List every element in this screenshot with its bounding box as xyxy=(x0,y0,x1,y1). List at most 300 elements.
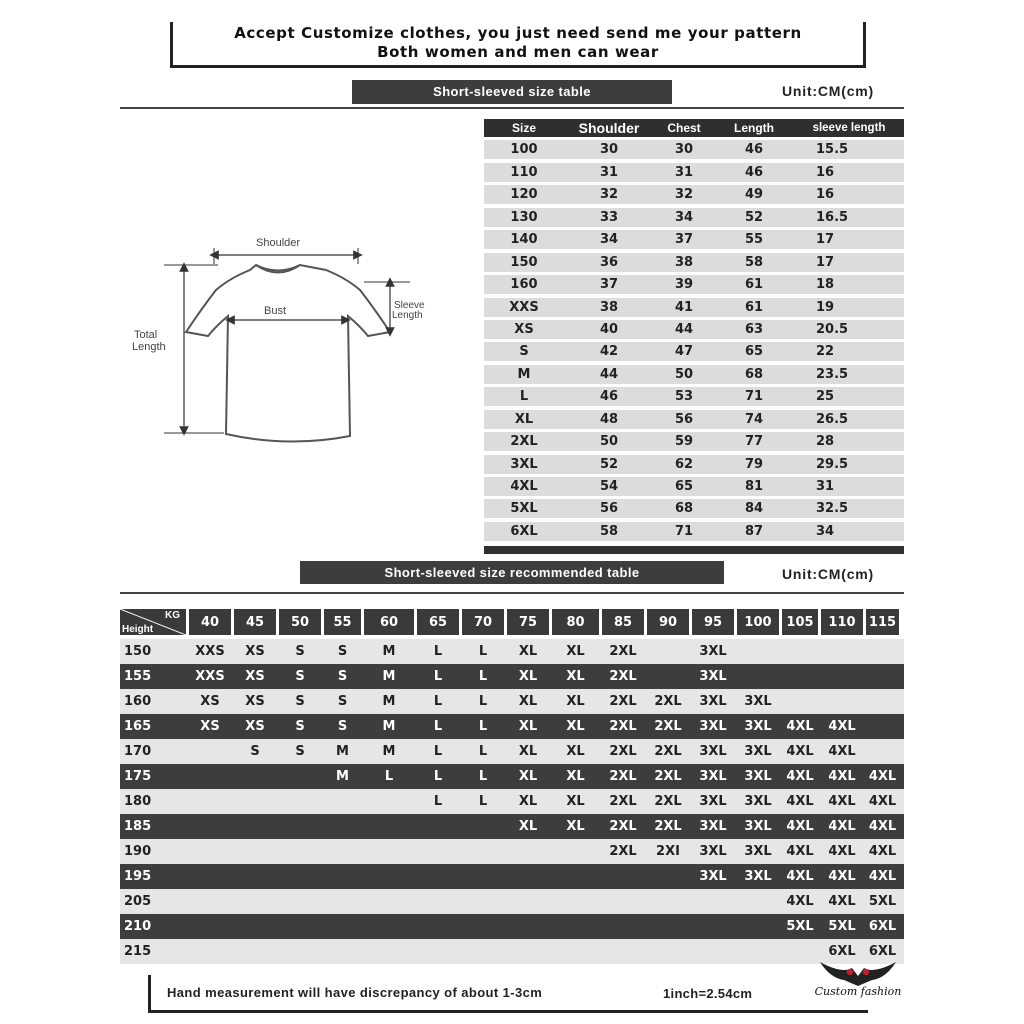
size-cell: 4XL xyxy=(786,794,814,809)
weight-header: 80 xyxy=(552,609,599,635)
size-cell: 3XL xyxy=(744,744,772,759)
cell-shoulder: 32 xyxy=(599,187,619,203)
size-cell: S xyxy=(295,744,305,759)
weight-header: 75 xyxy=(507,609,549,635)
cell-sleeve-length: 32.5 xyxy=(816,501,849,517)
cell-size: 100 xyxy=(510,142,538,158)
cell-length: 63 xyxy=(744,321,764,337)
size-row xyxy=(484,185,904,204)
tshirt-diagram xyxy=(128,228,438,458)
size-cell: 2XL xyxy=(654,694,682,709)
size-cell: XL xyxy=(518,644,538,659)
cell-shoulder: 31 xyxy=(599,164,619,180)
cell-size: 3XL xyxy=(510,456,538,472)
size-cell: XL xyxy=(566,719,585,734)
size-cell: 4XL xyxy=(828,819,856,834)
size-row xyxy=(484,499,904,518)
cell-shoulder: 34 xyxy=(599,232,619,248)
size-cell: 3XL xyxy=(744,819,772,834)
cell-shoulder: 54 xyxy=(599,479,619,494)
cell-shoulder: 42 xyxy=(599,344,619,360)
cell-chest: 50 xyxy=(674,366,694,382)
size-cell: 2XL xyxy=(654,794,682,809)
cell-length: 84 xyxy=(744,501,764,517)
size-cell: S xyxy=(295,719,305,734)
cell-size: XS xyxy=(514,321,534,337)
size-cell: S xyxy=(337,694,348,709)
cell-size: 140 xyxy=(510,232,538,248)
size-cell: XL xyxy=(518,769,538,784)
size-cell: 4XL xyxy=(786,719,814,734)
size-cell: XS xyxy=(200,719,220,734)
size-cell: 3XL xyxy=(744,844,772,859)
recommend-table-unit: Unit:CM(cm) xyxy=(782,566,875,582)
recommend-row xyxy=(120,939,904,964)
size-cell: 3XL xyxy=(744,794,772,809)
cell-sleeve-length: 17 xyxy=(816,232,835,248)
cell-sleeve-length: 23.5 xyxy=(816,366,849,382)
size-cell: 3XL xyxy=(699,694,727,709)
size-cell: L xyxy=(433,769,443,784)
size-cell: 3XL xyxy=(744,869,772,884)
cell-size: 110 xyxy=(510,164,538,180)
size-cell: XL xyxy=(566,694,585,709)
cell-sleeve-length: 16 xyxy=(816,164,835,180)
size-cell: XL xyxy=(566,769,585,784)
recommend-table-body xyxy=(120,639,904,964)
size-cell: S xyxy=(295,644,305,659)
size-cell: M xyxy=(382,694,396,709)
cell-length: 79 xyxy=(744,456,764,472)
size-cell: 4XL xyxy=(828,719,856,734)
cell-length: 52 xyxy=(744,209,764,225)
size-cell: 2XL xyxy=(609,719,637,734)
cell-shoulder: 46 xyxy=(599,389,619,405)
height-cell: 160 xyxy=(124,694,152,709)
recommend-table-header xyxy=(120,609,904,635)
recommend-table-title: Short-sleeved size recommended table xyxy=(300,561,724,584)
size-cell: 4XL xyxy=(868,844,897,859)
cell-shoulder: 44 xyxy=(599,366,619,382)
size-cell: S xyxy=(337,719,348,734)
weight-header: 55 xyxy=(324,609,361,635)
height-cell: 150 xyxy=(124,644,152,659)
size-cell: 4XL xyxy=(786,744,814,759)
cell-chest: 65 xyxy=(674,479,694,494)
corner-cell xyxy=(120,609,186,635)
cell-chest: 53 xyxy=(674,389,694,405)
size-row xyxy=(484,455,904,474)
footer-box xyxy=(148,975,868,1013)
size-cell: 4XL xyxy=(828,844,856,859)
cell-length: 81 xyxy=(744,479,764,494)
sleeve-length-label-1: Sleeve xyxy=(394,300,425,311)
recommend-row xyxy=(120,639,904,664)
recommend-row xyxy=(120,739,904,764)
size-cell: 4XL xyxy=(828,744,856,759)
column-header-shoulder: Shoulder xyxy=(578,120,640,136)
size-cell: L xyxy=(478,744,488,759)
size-cell: 2XL xyxy=(609,644,637,659)
recommend-table xyxy=(120,609,904,964)
cell-chest: 56 xyxy=(674,411,694,427)
size-row xyxy=(484,387,904,406)
size-cell: XL xyxy=(518,669,538,684)
size-cell: M xyxy=(336,769,349,784)
inch-conversion: 1inch=2.54cm xyxy=(663,986,753,1001)
weight-header: 60 xyxy=(364,609,414,635)
size-row xyxy=(484,275,904,294)
cell-chest: 41 xyxy=(674,299,694,315)
height-cell: 210 xyxy=(124,919,152,934)
size-cell: 4XL xyxy=(868,819,897,834)
size-cell: L xyxy=(384,769,394,784)
size-table-header xyxy=(484,119,904,137)
cell-sleeve-length: 16 xyxy=(816,187,835,203)
size-cell: XXS xyxy=(195,644,225,659)
column-header-length: Length xyxy=(734,121,774,135)
corner-height-label: Height xyxy=(122,624,154,635)
recommend-row xyxy=(120,914,904,939)
size-cell: 4XL xyxy=(868,794,897,809)
cell-shoulder: 52 xyxy=(599,456,619,472)
size-cell: XS xyxy=(245,669,265,684)
size-cell: S xyxy=(337,669,348,684)
size-cell: 4XL xyxy=(786,844,814,859)
size-cell: XL xyxy=(566,819,585,834)
size-cell: XS xyxy=(200,694,220,709)
cell-shoulder: 38 xyxy=(599,299,619,315)
size-table-footer-bar xyxy=(484,546,904,554)
size-cell: XS xyxy=(245,694,265,709)
size-cell: 6XL xyxy=(828,944,856,959)
cell-length: 46 xyxy=(744,164,764,180)
cell-chest: 62 xyxy=(674,456,694,472)
size-cell: L xyxy=(478,719,488,734)
size-cell: 4XL xyxy=(828,894,856,909)
size-cell: 4XL xyxy=(828,794,856,809)
cell-shoulder: 36 xyxy=(599,254,619,270)
total-length-label-2: Length xyxy=(132,341,166,353)
size-row xyxy=(484,477,904,496)
weight-header: 95 xyxy=(692,609,734,635)
size-cell: 2XL xyxy=(654,744,682,759)
cell-sleeve-length: 31 xyxy=(816,479,835,494)
height-cell: 155 xyxy=(124,669,152,684)
size-cell: XL xyxy=(518,694,538,709)
recommend-row xyxy=(120,839,904,864)
size-cell: L xyxy=(433,719,443,734)
cell-sleeve-length: 29.5 xyxy=(816,456,849,472)
weight-header: 110 xyxy=(821,609,863,635)
cell-size: 5XL xyxy=(510,501,538,517)
cell-length: 55 xyxy=(744,232,764,248)
cell-size: 4XL xyxy=(510,479,538,494)
cell-size: 130 xyxy=(510,209,538,225)
size-row xyxy=(484,342,904,361)
cell-shoulder: 40 xyxy=(599,321,619,337)
weight-header: 115 xyxy=(866,609,899,635)
recommend-row xyxy=(120,689,904,714)
size-cell: 3XL xyxy=(744,719,772,734)
tshirt-outline xyxy=(186,265,390,442)
height-cell: 215 xyxy=(124,944,152,959)
size-row xyxy=(484,410,904,429)
height-cell: 175 xyxy=(124,769,152,784)
cell-shoulder: 37 xyxy=(599,277,619,293)
size-cell: XL xyxy=(518,744,538,759)
cell-length: 71 xyxy=(744,389,764,405)
size-cell: XS xyxy=(245,719,265,734)
recommend-row xyxy=(120,789,904,814)
cell-size: XXS xyxy=(509,299,539,315)
size-cell: 6XL xyxy=(868,919,897,934)
cell-chest: 34 xyxy=(674,209,694,225)
cell-length: 65 xyxy=(744,344,764,360)
weight-header: 90 xyxy=(647,609,689,635)
size-cell: 2XL xyxy=(609,819,637,834)
size-table xyxy=(484,119,904,554)
weight-header: 45 xyxy=(234,609,276,635)
size-row xyxy=(484,298,904,317)
column-header-size: Size xyxy=(511,121,536,135)
size-cell: 3XL xyxy=(699,819,727,834)
cell-sleeve-length: 26.5 xyxy=(816,411,849,427)
size-cell: 2XL xyxy=(654,819,682,834)
size-cell: M xyxy=(382,669,396,684)
measurement-note: Hand measurement will have discrepancy of about 1-3cm xyxy=(167,985,543,1000)
size-row xyxy=(484,230,904,249)
size-cell: 2XL xyxy=(654,769,682,784)
size-cell: 2XL xyxy=(609,669,637,684)
size-cell: L xyxy=(433,669,443,684)
recommend-row xyxy=(120,764,904,789)
size-row xyxy=(484,320,904,339)
cell-shoulder: 48 xyxy=(599,411,619,427)
cell-size: M xyxy=(517,366,531,382)
cell-shoulder: 50 xyxy=(599,434,619,450)
size-cell: 4XL xyxy=(786,869,814,884)
cell-chest: 32 xyxy=(674,187,694,203)
cell-length: 68 xyxy=(744,366,764,382)
recommend-row xyxy=(120,864,904,889)
size-cell: 3XL xyxy=(699,669,727,684)
size-cell: 5XL xyxy=(828,919,856,934)
size-cell: 2XL xyxy=(609,844,637,859)
cell-sleeve-length: 16.5 xyxy=(816,209,849,225)
owl-icon xyxy=(812,960,904,986)
size-cell: L xyxy=(433,694,443,709)
weight-header: 50 xyxy=(279,609,321,635)
cell-length: 87 xyxy=(744,523,764,539)
height-cell: 205 xyxy=(124,894,152,909)
cell-sleeve-length: 20.5 xyxy=(816,321,849,337)
size-cell: XXS xyxy=(195,669,225,684)
cell-shoulder: 33 xyxy=(599,209,619,225)
size-cell: XL xyxy=(566,669,585,684)
corner-kg-label: KG xyxy=(165,610,180,621)
height-cell: 165 xyxy=(124,719,152,734)
cell-length: 77 xyxy=(744,434,764,450)
weight-header: 105 xyxy=(782,609,818,635)
weight-header: 70 xyxy=(462,609,504,635)
cell-shoulder: 58 xyxy=(599,523,619,539)
size-cell: 2XL xyxy=(609,694,637,709)
size-cell: L xyxy=(478,794,488,809)
size-cell: XL xyxy=(518,794,538,809)
size-cell: L xyxy=(433,744,443,759)
size-cell: 2XL xyxy=(609,744,637,759)
weight-header: 40 xyxy=(189,609,231,635)
size-cell: M xyxy=(382,744,396,759)
cell-chest: 59 xyxy=(674,434,694,450)
weight-header: 100 xyxy=(737,609,779,635)
weight-header: 65 xyxy=(417,609,459,635)
column-header-chest: Chest xyxy=(667,121,701,135)
bust-label: Bust xyxy=(264,305,287,317)
divider-top xyxy=(120,107,904,109)
size-cell: 3XL xyxy=(699,869,727,884)
size-cell: 3XL xyxy=(744,769,772,784)
size-cell: 3XL xyxy=(699,844,727,859)
total-length-label-1: Total xyxy=(134,329,158,341)
size-cell: 2XL xyxy=(609,769,637,784)
size-cell: M xyxy=(382,644,396,659)
size-cell: XL xyxy=(518,819,538,834)
size-row xyxy=(484,140,904,159)
cell-chest: 37 xyxy=(674,232,694,248)
cell-size: 2XL xyxy=(510,434,538,450)
size-row xyxy=(484,432,904,451)
cell-length: 61 xyxy=(744,299,764,315)
cell-sleeve-length: 17 xyxy=(816,254,835,270)
cell-chest: 47 xyxy=(674,344,694,360)
recommend-row xyxy=(120,714,904,739)
size-cell: 4XL xyxy=(786,894,814,909)
size-cell: L xyxy=(478,644,488,659)
size-cell: XL xyxy=(566,794,585,809)
size-cell: 2XL xyxy=(654,719,682,734)
size-cell: S xyxy=(337,644,348,659)
size-cell: 4XL xyxy=(828,769,856,784)
size-row xyxy=(484,208,904,227)
cell-length: 74 xyxy=(744,411,764,427)
size-cell: S xyxy=(295,669,305,684)
cell-size: 160 xyxy=(510,277,538,293)
size-cell: XL xyxy=(566,644,585,659)
size-table-unit: Unit:CM(cm) xyxy=(782,83,875,99)
size-cell: L xyxy=(478,669,488,684)
size-cell: M xyxy=(336,744,349,759)
cell-sleeve-length: 25 xyxy=(816,389,835,405)
cell-size: 150 xyxy=(510,254,538,270)
cell-chest: 38 xyxy=(674,254,694,270)
cell-sleeve-length: 15.5 xyxy=(816,142,849,158)
header-line-1: Accept Customize clothes, you just need send me your pattern xyxy=(234,24,802,42)
cell-sleeve-length: 19 xyxy=(816,299,835,315)
cell-chest: 31 xyxy=(674,164,694,180)
header-box xyxy=(170,22,866,68)
size-cell: XL xyxy=(518,719,538,734)
size-cell: 3XL xyxy=(699,744,727,759)
size-row xyxy=(484,163,904,182)
cell-size: 6XL xyxy=(510,523,538,539)
size-cell: 6XL xyxy=(868,944,897,959)
size-table-body xyxy=(484,140,904,540)
size-cell: L xyxy=(433,644,443,659)
recommend-row xyxy=(120,664,904,689)
cell-chest: 30 xyxy=(674,142,694,158)
size-cell: S xyxy=(250,744,260,759)
cell-sleeve-length: 28 xyxy=(816,434,835,450)
cell-chest: 68 xyxy=(674,501,694,517)
cell-length: 49 xyxy=(744,187,764,203)
cell-shoulder: 56 xyxy=(599,501,619,517)
cell-chest: 39 xyxy=(674,277,694,293)
size-cell: 4XL xyxy=(868,869,897,884)
divider-middle xyxy=(120,592,904,594)
size-cell: 3XL xyxy=(699,794,727,809)
size-cell: M xyxy=(382,719,396,734)
height-cell: 195 xyxy=(124,869,152,884)
height-cell: 180 xyxy=(124,794,152,809)
cell-size: XL xyxy=(514,411,534,427)
header-line-2: Both women and men can wear xyxy=(377,43,659,61)
size-cell: XL xyxy=(566,744,585,759)
size-row xyxy=(484,522,904,541)
size-cell: 2XI xyxy=(656,844,680,859)
brand-logo xyxy=(812,960,904,1006)
size-table-title: Short-sleeved size table xyxy=(352,80,672,104)
size-cell: 3XL xyxy=(744,694,772,709)
cell-sleeve-length: 18 xyxy=(816,277,835,293)
recommend-row xyxy=(120,889,904,914)
size-cell: 5XL xyxy=(868,894,897,909)
size-cell: 3XL xyxy=(699,769,727,784)
cell-sleeve-length: 34 xyxy=(816,523,835,539)
height-cell: 185 xyxy=(124,819,152,834)
size-row xyxy=(484,253,904,272)
size-cell: 4XL xyxy=(786,819,814,834)
cell-chest: 44 xyxy=(674,321,694,337)
size-cell: L xyxy=(478,769,488,784)
size-cell: S xyxy=(295,694,305,709)
size-row xyxy=(484,365,904,384)
cell-size: L xyxy=(519,389,529,405)
cell-length: 61 xyxy=(744,277,764,293)
size-cell: 4XL xyxy=(868,769,897,784)
size-cell: 3XL xyxy=(699,644,727,659)
cell-shoulder: 30 xyxy=(599,142,619,158)
size-cell: 4XL xyxy=(786,769,814,784)
cell-length: 58 xyxy=(744,254,764,270)
recommend-row xyxy=(120,814,904,839)
size-cell: L xyxy=(478,694,488,709)
height-cell: 190 xyxy=(124,844,152,859)
cell-size: 120 xyxy=(510,187,538,203)
weight-header: 85 xyxy=(602,609,644,635)
cell-chest: 71 xyxy=(674,523,694,539)
cell-size: S xyxy=(519,344,529,360)
size-cell: L xyxy=(433,794,443,809)
brand-name: Custom fashion xyxy=(814,985,902,998)
size-cell: 5XL xyxy=(786,919,814,934)
height-cell: 170 xyxy=(124,744,152,759)
size-cell: XS xyxy=(245,644,265,659)
sleeve-length-label-2: Length xyxy=(392,310,423,321)
size-cell: 2XL xyxy=(609,794,637,809)
cell-length: 46 xyxy=(744,142,764,158)
